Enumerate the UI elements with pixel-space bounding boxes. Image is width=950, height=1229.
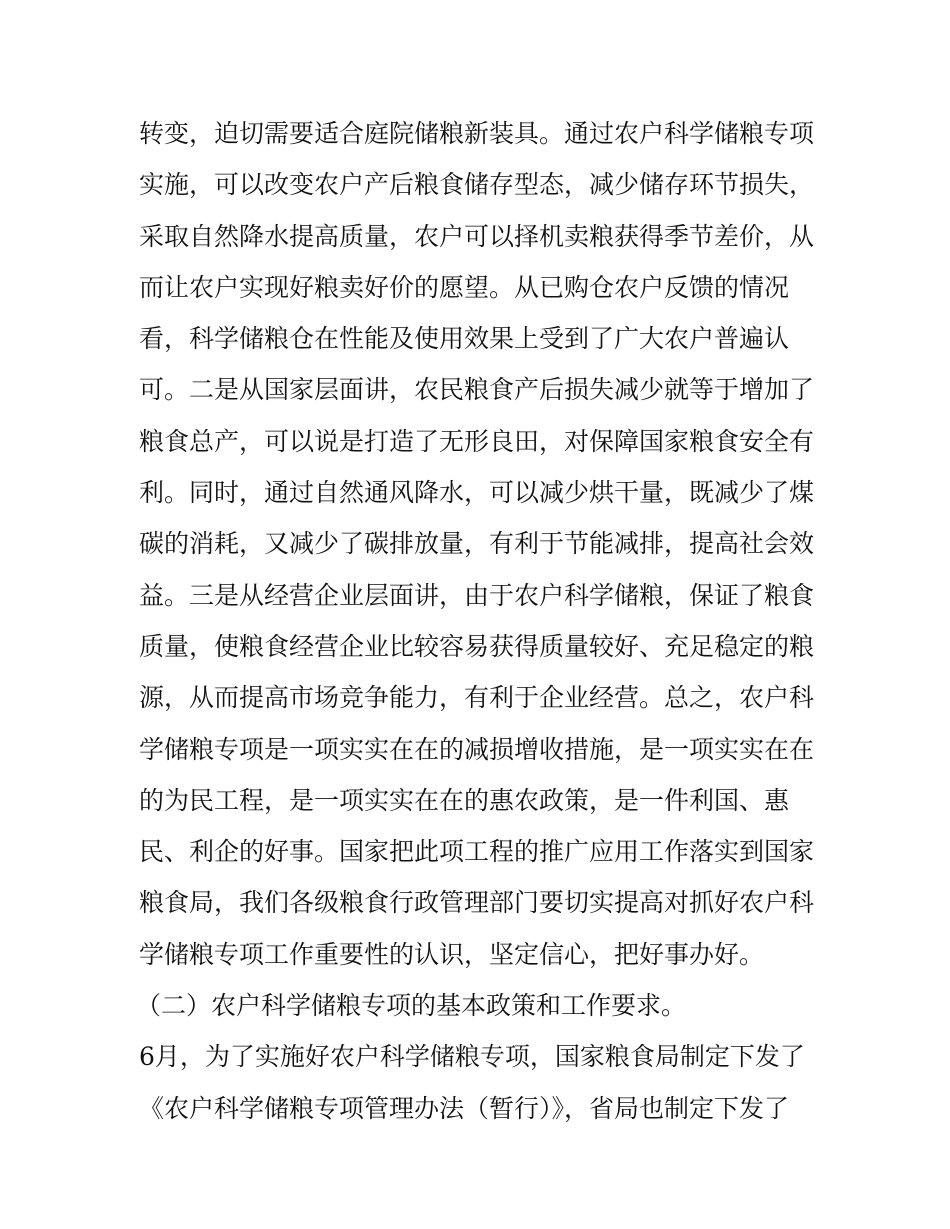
text-line-6: 可。二是从国家层面讲，农民粮食产后损失减少就等于增加了 [139,375,815,405]
text-line-15: 民、利企的好事。国家把此项工程的推广应用工作落实到国家 [139,837,815,867]
text-line-16: 粮食局，我们各级粮食行政管理部门要切实提高对抓好农户科 [139,888,815,918]
text-line-2: 实施，可以改变农户产后粮食储存型态，减少储存环节损失， [139,170,815,200]
text-line-8: 利。同时，通过自然通风降水，可以减少烘干量，既减少了煤 [139,478,815,508]
text-line-20: 《农户科学储粮专项管理办法（暂行）》，省局也制定下发了 [139,1093,790,1123]
text-line-12: 源，从而提高市场竞争能力，有利于企业经营。总之，农户科 [139,683,815,713]
text-line-14: 的为民工程，是一项实实在在的惠农政策，是一件利国、惠 [139,785,790,815]
body-text [136,108,819,1134]
text-line-4: 而让农户实现好粮卖好价的愿望。从已购仓农户反馈的情况 [139,272,790,302]
text-line-17: 学储粮专项工作重要性的认识，坚定信心，把好事办好。 [139,939,765,969]
text-line-3: 采取自然降水提高质量，农户可以择机卖粮获得季节差价，从 [139,221,815,251]
text-line-10: 益。三是从经营企业层面讲，由于农户科学储粮，保证了粮食 [139,580,815,610]
text-line-7: 粮食总产，可以说是打造了无形良田，对保障国家粮食安全有 [139,426,815,456]
text-line-19: 6月，为了实施好农户科学储粮专项，国家粮食局制定下发了 [139,1042,805,1072]
text-line-11: 质量，使粮食经营企业比较容易获得质量较好、充足稳定的粮 [139,631,815,661]
section-heading: （二）农户科学储粮专项的基本政策和工作要求。 [136,991,687,1021]
text-line-5: 看，科学储粮仓在性能及使用效果上受到了广大农户普遍认 [139,324,790,354]
text-line-1: 转变，迫切需要适合庭院储粮新装具。通过农户科学储粮专项 [139,119,815,148]
text-line-9: 碳的消耗，又减少了碳排放量，有利于节能减排，提高社会效 [139,529,815,559]
text-line-13: 学储粮专项是一项实实在在的减损增收措施，是一项实实在在 [139,734,815,764]
